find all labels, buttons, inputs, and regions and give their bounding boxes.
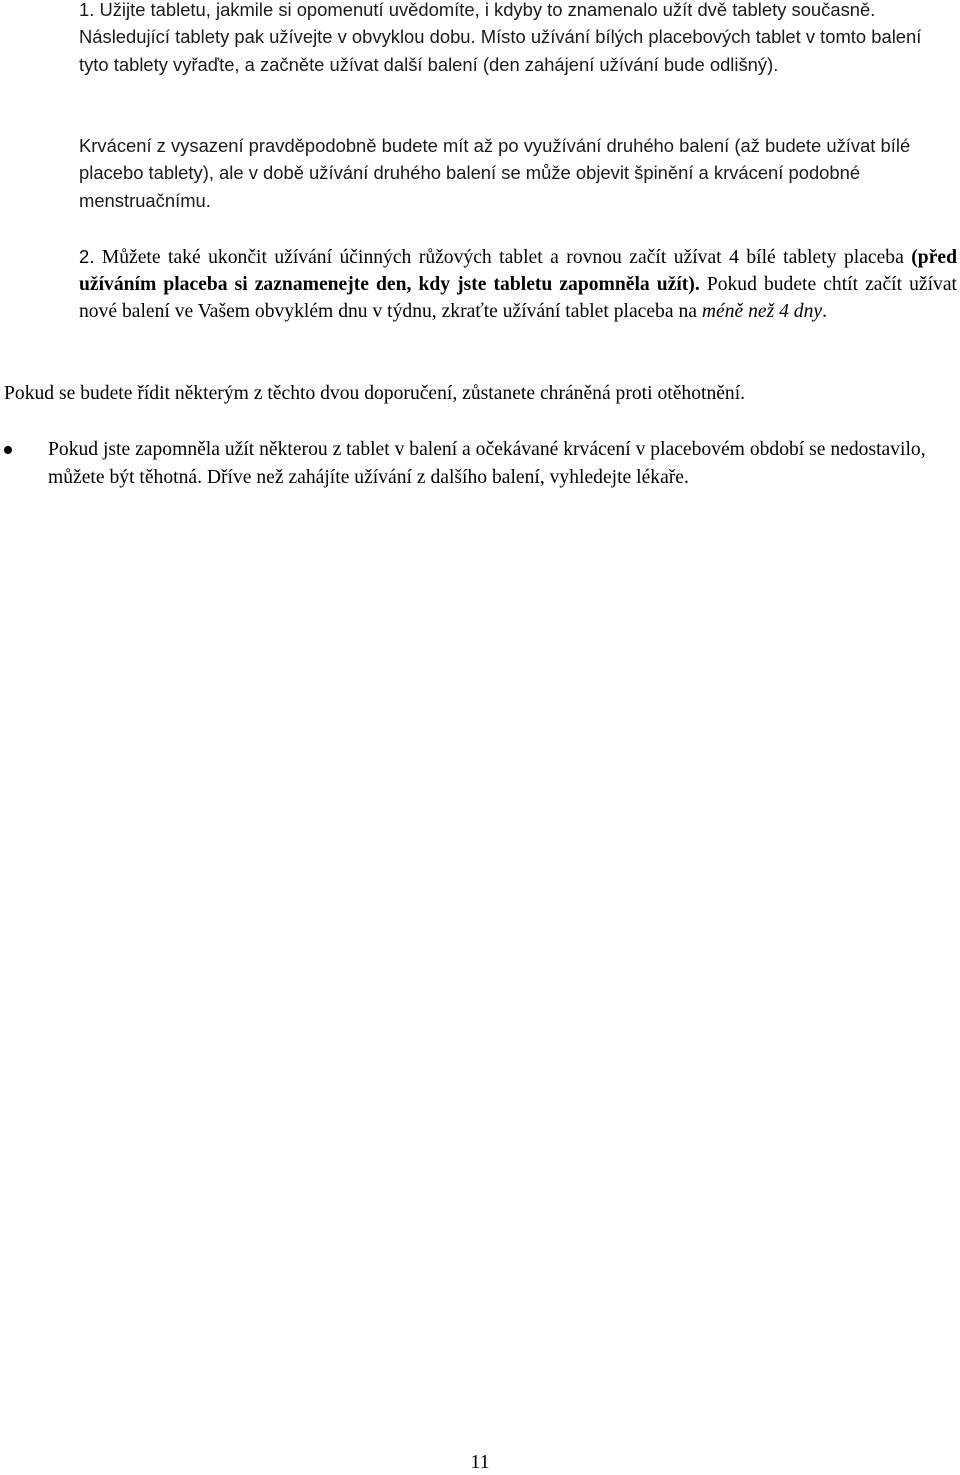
item-2-italic-duration: méně než 4 dny — [701, 301, 823, 323]
item-2-text-part1: Můžete také ukončit užívání účinných růžových tablet a rovnou začít užívat 4 bílé tablety placeba — [101, 247, 904, 268]
item-2-number: 2. — [79, 246, 95, 267]
protection-note: Pokud se budete řídit některým z těchto dvou doporučení, zůstanete chráněná proti otěhotnění. — [4, 383, 746, 404]
item-2-bold-note: (před užíváním placeba si zaznamenejte den, kdy jste tabletu zapomněla užít). — [79, 247, 957, 296]
bullet-text: Pokud jste zapomněla užít některou z tablet v balení a očekávané krvácení v placebovém období se nedostavilo, můžete být těhotná. Dříve než zahájíte užívání z dalšího balení, vyhledejte lékaře. — [48, 439, 926, 488]
bullet-icon — [4, 446, 12, 454]
instruction-item-1: 1. Užijte tabletu, jakmile si opomenutí uvědomíte, i kdyby to znamenalo užít dvě tablety současně. Následující tablety pak užívejte v obvyklou dobu. Místo užívání bílých placebových tablet v tomto balení tyto tablety vyřaďte, a začněte užívat další balení (den zahájení užívání bude odlišný). — [79, 0, 922, 75]
item-2-text-part2: Pokud budete chtít začít užívat nové balení ve Vašem obvyklém dnu v týdnu, zkraťte užívání tablet placeba na — [79, 274, 957, 323]
instruction-item-2 — [79, 243, 957, 326]
item-2-end: . — [822, 301, 828, 323]
page-number: 11 — [470, 1451, 490, 1473]
bleeding-note: Krvácení z vysazení pravděpodobně budete mít až po využívání druhého balení (až budete užívat bílé placebo tablety), ale v době užívání druhého balení se může objevit špinění a krvácení podobné menstruačnímu. — [79, 135, 911, 211]
